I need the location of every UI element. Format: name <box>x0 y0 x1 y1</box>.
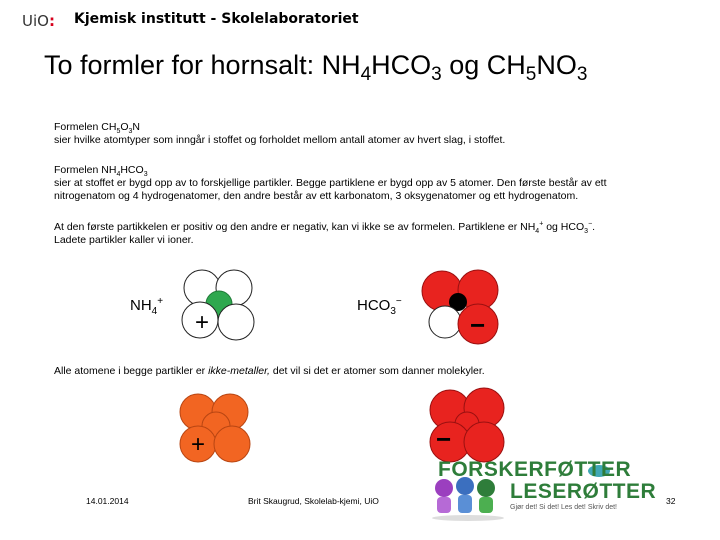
paragraph-body-line: Ladete partikler kaller vi ioner. <box>54 234 194 246</box>
positive-charge-sign: + <box>195 309 210 336</box>
hydrogen-atom <box>429 306 461 338</box>
brand-tagline: Gjør det! Si det! Les det! Skriv det! <box>510 504 617 511</box>
character-body <box>437 497 451 513</box>
department-name: Kjemisk institutt - Skolelaboratoriet <box>74 11 359 27</box>
hydrogen-atom <box>218 304 254 340</box>
footer-date: 14.01.2014 <box>86 496 129 506</box>
title-sub: 3 <box>431 64 442 85</box>
title-sub: 4 <box>360 64 372 85</box>
hydrogencarbonate-label: $HCO_3^-$ <box>357 296 402 317</box>
title-sub: 3 <box>576 64 588 85</box>
page-number: 32 <box>666 496 676 506</box>
title-sub: 5 <box>525 64 537 85</box>
paragraph-body-line: At den første partikkelen er positiv og den andre er negativ, kan vi ikke se av formelen. Partiklene er $NH_4^+$ og $HCO_3^-$. <box>54 220 596 236</box>
negative-charge-sign: − <box>436 424 452 454</box>
negative-charge-sign: − <box>470 310 486 340</box>
title-part: NO <box>536 50 577 80</box>
title-part: HCO <box>371 50 432 80</box>
character-body <box>458 495 472 513</box>
ground-shadow <box>432 515 504 521</box>
title-part: To formler for hornsalt: NH <box>44 50 361 80</box>
uio-logo-text: UiO <box>22 12 49 30</box>
paragraph-body-line: nitrogenatom og 4 hydrogenatomer, den andre består av ett karbonatom, 3 oksygenatomer og ett hydrogenatom. <box>54 190 579 202</box>
character-body <box>479 497 493 513</box>
paragraph-ions <box>54 221 694 247</box>
hydrogencarbonate-particle-simplified <box>424 386 512 466</box>
positive-charge-sign: + <box>191 431 206 458</box>
paragraph-formula-ch5o3n <box>54 121 694 147</box>
footer-author: Brit Skaugrud, Skolelab-kjemi, UiO <box>248 496 379 506</box>
ammonium-molecule-model <box>176 268 258 350</box>
title-part: og CH <box>441 50 526 80</box>
uio-logo-mark: : <box>48 12 54 30</box>
paragraph-formula-nh4hco3 <box>54 164 694 203</box>
paragraph-body-line: sier at stoffet er bygd opp av to forskjellige partikler. Begge partiklene er bygd opp av 5 atomer. Den første består av ett <box>54 177 607 189</box>
ammonium-particle-simplified <box>176 392 256 464</box>
hydrogencarbonate-molecule-model <box>414 268 504 350</box>
slide-title <box>44 50 588 85</box>
paragraph-heading: Formelen $CH_5O_3N$ <box>54 121 141 136</box>
paragraph-body: sier hvilke atomtyper som inngår i stoffet og forholdet mellom antall atomer av hvert slag, i stoffet. <box>54 134 506 146</box>
ammonium-label: $NH_4^+$ <box>130 296 164 317</box>
brand-name-line2: LESERØTTER <box>510 480 657 503</box>
uio-logo <box>22 12 54 30</box>
atom <box>214 426 250 462</box>
paragraph-nonmetals: Alle atomene i begge partikler er ikke-metaller, det vil si det er atomer som danner molekyler. <box>54 365 485 377</box>
atom <box>464 422 504 462</box>
brand-name-line1: FORSKERFØTTER <box>438 458 632 481</box>
paragraph-heading: Formelen $NH_4HCO_3$ <box>54 164 148 179</box>
